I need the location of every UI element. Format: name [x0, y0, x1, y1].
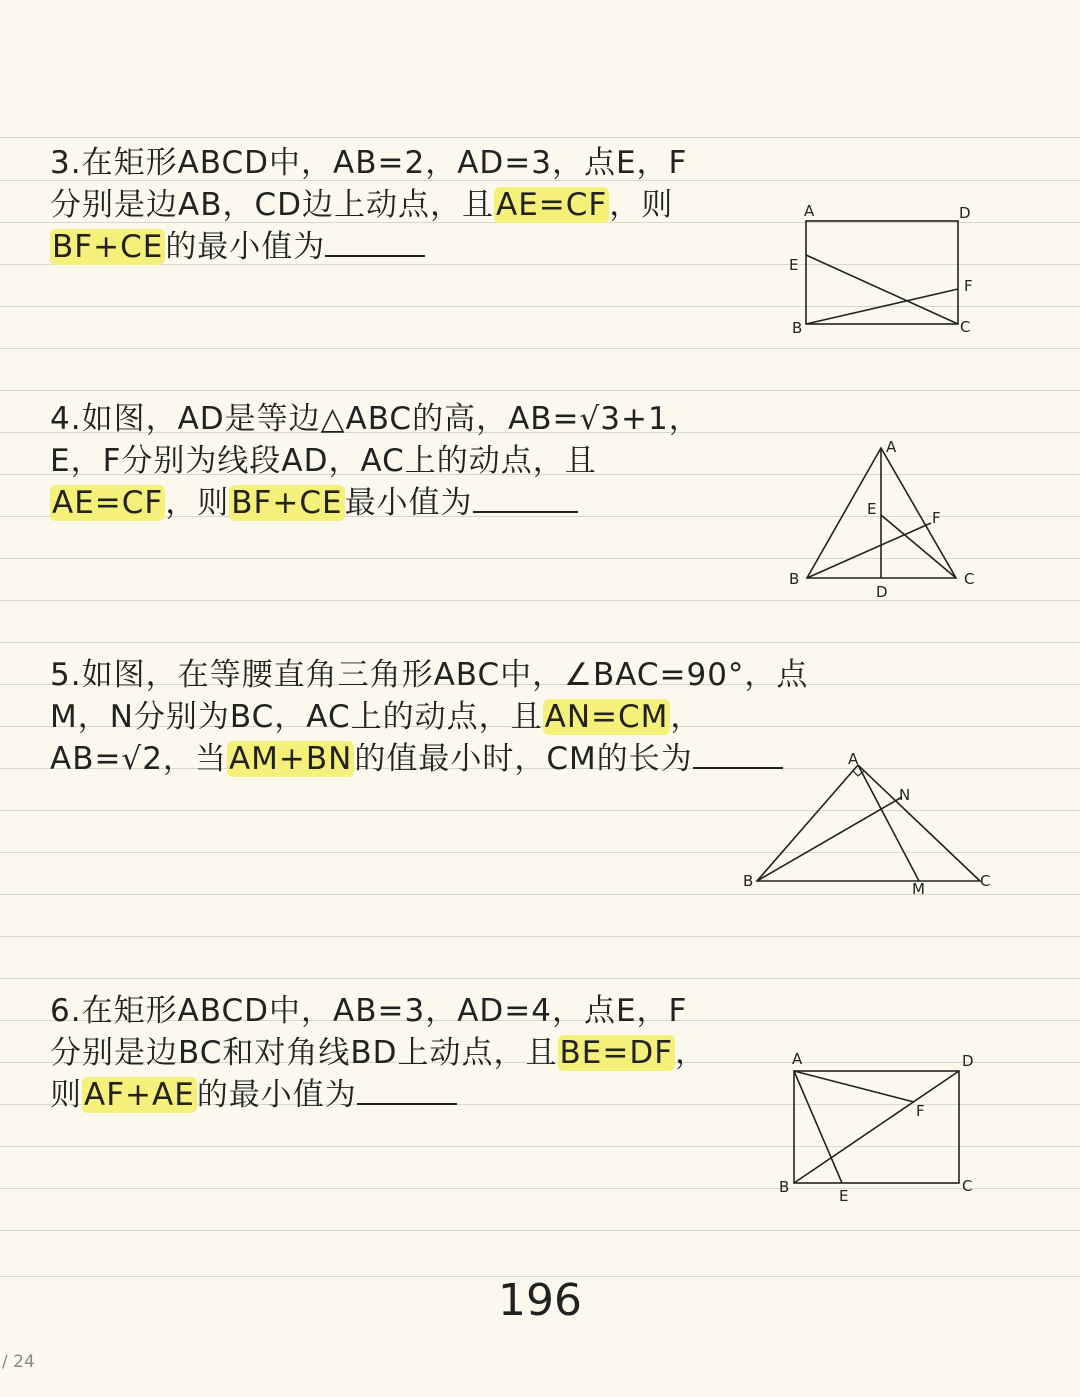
- problem-line: 5.如图，在等腰直角三角形ABC中，∠BAC=90°，点: [50, 657, 809, 693]
- label-m: M: [912, 880, 925, 898]
- label-b: B: [779, 1178, 790, 1196]
- problem-line: [50, 1032, 707, 1074]
- segment-af: [794, 1071, 914, 1102]
- highlight: AE=CF: [52, 485, 164, 521]
- text-span: 的最小值为: [196, 1077, 357, 1113]
- label-n: N: [899, 786, 911, 804]
- text-span: 最小值为: [344, 485, 473, 521]
- figure-problem-3: [780, 195, 990, 345]
- problem-line: [50, 226, 687, 268]
- label-b: B: [743, 872, 754, 890]
- label-c: C: [964, 570, 975, 588]
- text-span: 则: [50, 1077, 82, 1113]
- problem-line: [50, 184, 687, 226]
- label-f: F: [964, 277, 973, 295]
- segment-ce: [806, 255, 958, 324]
- highlight: AF+AE: [84, 1077, 195, 1113]
- label-e: E: [839, 1187, 849, 1205]
- page-indicator: / 24: [2, 1352, 35, 1372]
- rectangle: [806, 221, 958, 324]
- text-span: ，: [675, 1035, 708, 1071]
- text-span: 分别是边AB，CD边上动点，且: [50, 187, 494, 223]
- label-d: D: [959, 204, 971, 222]
- problem-6-text: [50, 990, 707, 1116]
- label-d: D: [962, 1052, 974, 1070]
- highlight: BE=DF: [559, 1035, 674, 1071]
- label-a: A: [848, 750, 859, 768]
- label-b: B: [792, 319, 803, 337]
- label-e: E: [867, 500, 877, 518]
- answer-blank[interactable]: [357, 1079, 457, 1105]
- figure-problem-5: [735, 745, 1005, 900]
- label-c: C: [980, 872, 991, 890]
- segment-bn: [757, 797, 902, 881]
- segment-bf: [807, 523, 931, 578]
- label-e: E: [789, 256, 799, 274]
- text-span: ，则: [165, 485, 230, 521]
- label-c: C: [960, 318, 971, 336]
- problem-5-text: [50, 654, 808, 780]
- text-span: 分别是边BC和对角线BD上动点，且: [50, 1035, 558, 1071]
- highlight: AE=CF: [496, 187, 608, 223]
- problem-line: [50, 482, 701, 524]
- highlight: AN=CM: [544, 699, 669, 735]
- label-f: F: [932, 509, 941, 527]
- figure-problem-6: [770, 1045, 985, 1205]
- problem-line: 3.在矩形ABCD中，AB=2，AD=3，点E，F: [50, 145, 688, 181]
- label-c: C: [962, 1177, 973, 1195]
- highlight: AM+BN: [228, 741, 353, 777]
- answer-blank[interactable]: [325, 231, 425, 257]
- label-b: B: [789, 570, 800, 588]
- segment-bf: [806, 289, 958, 324]
- text-span: ，则: [609, 187, 674, 223]
- segment-ce: [881, 515, 956, 578]
- text-span: 的最小值为: [165, 229, 326, 265]
- text-span: ，: [670, 699, 703, 735]
- problem-line: 4.如图，AD是等边△ABC的高，AB=√3+1，: [50, 401, 701, 437]
- segment-am: [858, 765, 919, 881]
- label-a: A: [804, 202, 815, 220]
- problem-line: 6.在矩形ABCD中，AB=3，AD=4，点E，F: [50, 993, 688, 1029]
- problem-line: [50, 1074, 707, 1116]
- triangle: [757, 765, 980, 881]
- answer-blank[interactable]: [473, 487, 578, 513]
- text-span: 的值最小时，CM的长为: [354, 741, 693, 777]
- problem-4-text: [50, 398, 701, 524]
- problem-line: [50, 696, 808, 738]
- label-a: A: [886, 438, 897, 456]
- figure-problem-4: [780, 430, 990, 605]
- label-d: D: [876, 583, 888, 601]
- problem-3-text: [50, 142, 687, 268]
- problem-line: [50, 738, 808, 780]
- highlight: BF+CE: [52, 229, 164, 265]
- label-f: F: [916, 1102, 925, 1120]
- highlight: BF+CE: [231, 485, 343, 521]
- problem-line: E，F分别为线段AD，AC上的动点，且: [50, 443, 597, 479]
- page-number: 196: [498, 1275, 582, 1326]
- label-a: A: [792, 1050, 803, 1068]
- text-span: AB=√2，当: [50, 741, 227, 777]
- text-span: M，N分别为BC，AC上的动点，且: [50, 699, 543, 735]
